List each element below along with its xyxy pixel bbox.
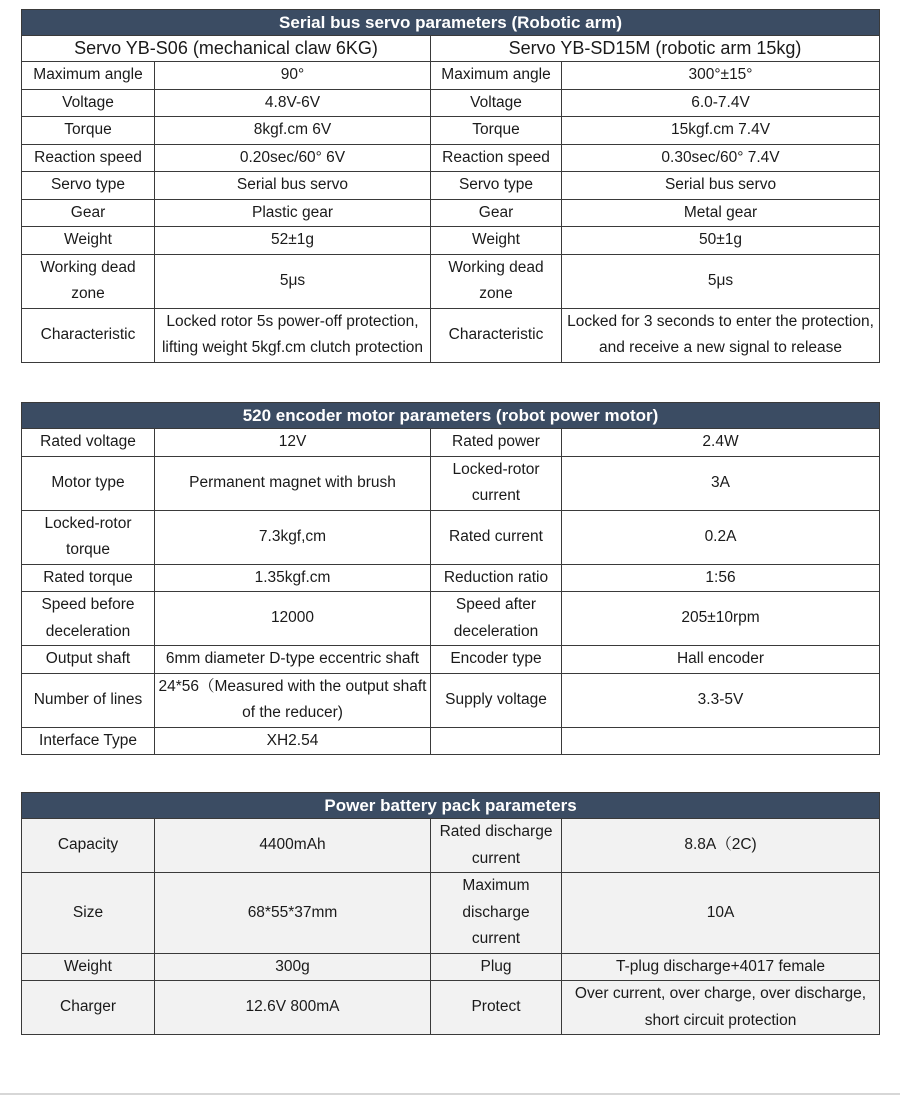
row-value: 300°±15°	[562, 62, 880, 90]
table-row	[22, 199, 880, 227]
row-label: Voltage	[22, 89, 155, 117]
row-label: Servo type	[22, 172, 155, 200]
row-value: 5μs	[155, 254, 431, 308]
row-label: Locked-rotor torque	[22, 510, 155, 564]
row-label: Reaction speed	[431, 144, 562, 172]
row-value: 4400mAh	[155, 819, 431, 873]
servo-table-title: Serial bus servo parameters (Robotic arm)	[22, 10, 880, 36]
table-row	[22, 646, 880, 674]
row-value: 6mm diameter D-type eccentric shaft	[155, 646, 431, 674]
row-value: 12000	[155, 592, 431, 646]
page-divider	[0, 1093, 900, 1095]
row-label: Protect	[431, 981, 562, 1035]
row-value: 5μs	[562, 254, 880, 308]
row-value: 300g	[155, 953, 431, 981]
row-label: Voltage	[431, 89, 562, 117]
row-value: 4.8V-6V	[155, 89, 431, 117]
table-row	[22, 227, 880, 255]
row-value: XH2.54	[155, 727, 431, 755]
row-label: Maximum angle	[431, 62, 562, 90]
row-label: Size	[22, 873, 155, 954]
row-label: Plug	[431, 953, 562, 981]
row-value: 12.6V 800mA	[155, 981, 431, 1035]
row-label: Speed before deceleration	[22, 592, 155, 646]
row-label: Supply voltage	[431, 673, 562, 727]
row-label: Maximum discharge current	[431, 873, 562, 954]
row-label	[431, 727, 562, 755]
table-row	[22, 117, 880, 145]
row-label: Capacity	[22, 819, 155, 873]
row-label: Gear	[431, 199, 562, 227]
table-row	[22, 456, 880, 510]
row-value: 0.2A	[562, 510, 880, 564]
row-value: 0.20sec/60° 6V	[155, 144, 431, 172]
row-label: Rated power	[431, 429, 562, 457]
row-label: Working dead zone	[22, 254, 155, 308]
row-value: 90°	[155, 62, 431, 90]
row-value: 8.8A（2C)	[562, 819, 880, 873]
table-row	[22, 592, 880, 646]
row-value: 24*56（Measured with the output shaft of the reducer)	[155, 673, 431, 727]
row-value: 3A	[562, 456, 880, 510]
row-label: Rated voltage	[22, 429, 155, 457]
row-value: 68*55*37mm	[155, 873, 431, 954]
row-label: Motor type	[22, 456, 155, 510]
table-row	[22, 172, 880, 200]
row-value: Locked for 3 seconds to enter the protection, and receive a new signal to release	[562, 308, 880, 362]
table-row	[22, 981, 880, 1035]
motor-parameters-table	[21, 402, 880, 755]
row-value: 52±1g	[155, 227, 431, 255]
row-label: Charger	[22, 981, 155, 1035]
table-row	[22, 819, 880, 873]
row-value	[562, 727, 880, 755]
row-label: Working dead zone	[431, 254, 562, 308]
row-label: Weight	[431, 227, 562, 255]
row-value: 1:56	[562, 564, 880, 592]
table-row	[22, 727, 880, 755]
row-label: Rated current	[431, 510, 562, 564]
row-label: Reduction ratio	[431, 564, 562, 592]
row-label: Weight	[22, 227, 155, 255]
row-label: Weight	[22, 953, 155, 981]
row-label: Maximum angle	[22, 62, 155, 90]
row-value: 15kgf.cm 7.4V	[562, 117, 880, 145]
battery-parameters-table	[21, 792, 880, 1035]
row-value: Serial bus servo	[155, 172, 431, 200]
row-label: Rated discharge current	[431, 819, 562, 873]
servo-right-header: Servo YB-SD15M (robotic arm 15kg)	[431, 36, 880, 62]
row-value: 6.0-7.4V	[562, 89, 880, 117]
row-label: Servo type	[431, 172, 562, 200]
row-label: Torque	[431, 117, 562, 145]
table-row	[22, 254, 880, 308]
table-row	[22, 873, 880, 954]
battery-table-title: Power battery pack parameters	[22, 793, 880, 819]
row-value: 12V	[155, 429, 431, 457]
row-label: Number of lines	[22, 673, 155, 727]
row-value: 50±1g	[562, 227, 880, 255]
row-label: Speed after deceleration	[431, 592, 562, 646]
row-value: Over current, over charge, over discharge, short circuit protection	[562, 981, 880, 1035]
table-row	[22, 673, 880, 727]
servo-parameters-table	[21, 9, 880, 363]
row-label: Torque	[22, 117, 155, 145]
table-row	[22, 564, 880, 592]
row-value: 1.35kgf.cm	[155, 564, 431, 592]
row-label: Gear	[22, 199, 155, 227]
table-row	[22, 89, 880, 117]
table-row	[22, 308, 880, 362]
table-row	[22, 62, 880, 90]
servo-left-header: Servo YB-S06 (mechanical claw 6KG)	[22, 36, 431, 62]
motor-table-title: 520 encoder motor parameters (robot power motor)	[22, 403, 880, 429]
row-value: 205±10rpm	[562, 592, 880, 646]
row-label: Interface Type	[22, 727, 155, 755]
row-value: T-plug discharge+4017 female	[562, 953, 880, 981]
row-value: 8kgf.cm 6V	[155, 117, 431, 145]
table-row	[22, 510, 880, 564]
row-label: Characteristic	[22, 308, 155, 362]
row-label: Rated torque	[22, 564, 155, 592]
row-value: 2.4W	[562, 429, 880, 457]
row-label: Encoder type	[431, 646, 562, 674]
row-value: Serial bus servo	[562, 172, 880, 200]
row-value: 3.3-5V	[562, 673, 880, 727]
row-label: Locked-rotor current	[431, 456, 562, 510]
row-value: 7.3kgf,cm	[155, 510, 431, 564]
row-value: Locked rotor 5s power-off protection, lifting weight 5kgf.cm clutch protection	[155, 308, 431, 362]
row-value: 10A	[562, 873, 880, 954]
row-label: Characteristic	[431, 308, 562, 362]
row-value: Metal gear	[562, 199, 880, 227]
table-row	[22, 429, 880, 457]
row-value: Hall encoder	[562, 646, 880, 674]
row-value: Plastic gear	[155, 199, 431, 227]
row-value: Permanent magnet with brush	[155, 456, 431, 510]
row-label: Output shaft	[22, 646, 155, 674]
row-label: Reaction speed	[22, 144, 155, 172]
row-value: 0.30sec/60° 7.4V	[562, 144, 880, 172]
table-row	[22, 953, 880, 981]
table-row	[22, 144, 880, 172]
